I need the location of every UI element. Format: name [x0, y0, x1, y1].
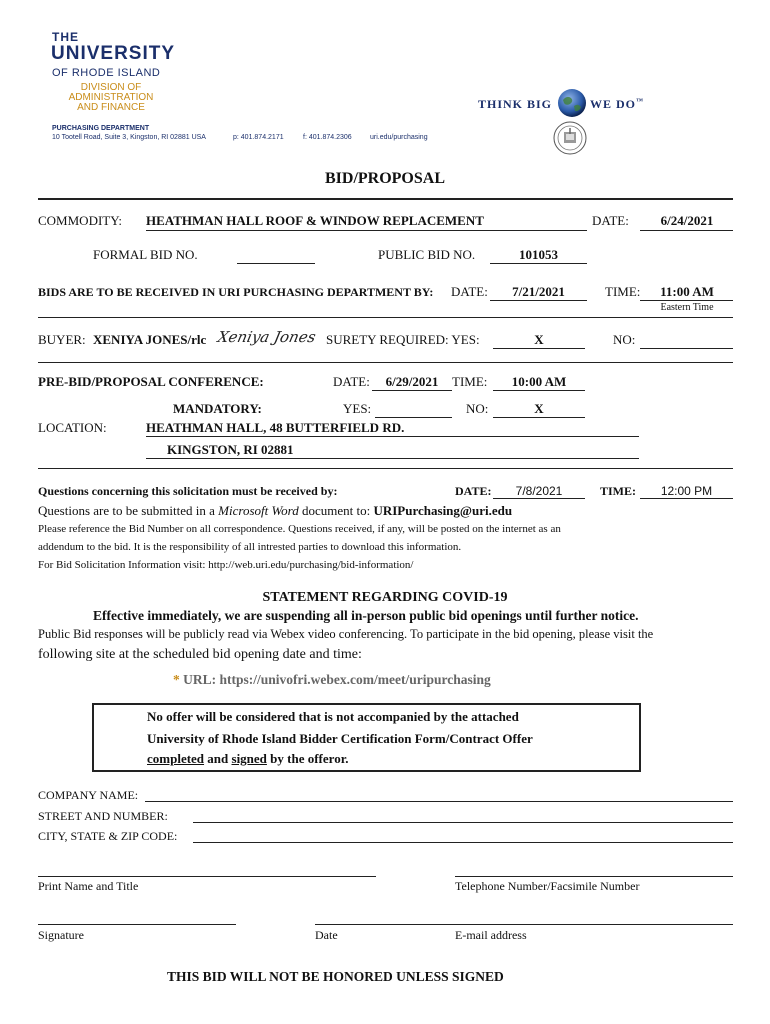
- city-label: CITY, STATE & ZIP CODE:: [38, 829, 178, 843]
- signature-field[interactable]: [38, 924, 236, 925]
- conference-time-label: TIME:: [452, 374, 488, 389]
- we-do-slogan: WE DO™: [590, 97, 645, 111]
- questions-submit-line: Questions are to be submitted in a Microsoft Word document to: URIPurchasing@uri.edu: [38, 503, 513, 518]
- street-label: STREET AND NUMBER:: [38, 809, 168, 823]
- conference-date-value[interactable]: 6/29/2021: [385, 374, 439, 389]
- receipt-date-underline: [490, 300, 587, 301]
- questions-date-label: DATE:: [455, 484, 492, 498]
- surety-yes-underline: [493, 348, 585, 349]
- location-underline: [146, 458, 639, 459]
- conference-date-label: DATE:: [333, 374, 370, 389]
- date-underline: [640, 230, 733, 231]
- conference-label: PRE-BID/PROPOSAL CONFERENCE:: [38, 374, 264, 389]
- page-title: BID/PROPOSAL: [324, 170, 445, 187]
- divider: [38, 198, 733, 200]
- buyer-label: BUYER:: [38, 332, 86, 347]
- receipt-time-value[interactable]: 11:00 AM: [660, 284, 714, 299]
- city-field[interactable]: [193, 842, 733, 843]
- questions-note-2: addendum to the bid. It is the responsibility of all intrested parties to download this information.: [38, 541, 462, 553]
- formal-bid-label: FORMAL BID NO.: [93, 247, 198, 262]
- company-name-label: COMPANY NAME:: [38, 788, 139, 802]
- print-name-field[interactable]: [38, 876, 376, 877]
- date-value[interactable]: 6/24/2021: [660, 213, 714, 228]
- buyer-value: XENIYA JONES/rlc: [93, 332, 207, 347]
- notice-line-1: No offer will be considered that is not accompanied by the attached: [147, 709, 519, 724]
- receipt-date-label: DATE:: [451, 284, 488, 299]
- date-email-field[interactable]: [315, 924, 733, 925]
- questions-time-underline: [640, 498, 733, 499]
- surety-yes-value[interactable]: X: [534, 332, 544, 347]
- covid-heading: STATEMENT REGARDING COVID-19: [262, 590, 508, 605]
- location-underline: [146, 436, 639, 437]
- commodity-underline: [146, 230, 587, 231]
- department-phone: p: 401.874.2171: [233, 134, 284, 141]
- notice-line-2: University of Rhode Island Bidder Certification Form/Contract Offer: [147, 731, 533, 746]
- public-bid-label: PUBLIC BID NO.: [378, 247, 476, 262]
- buyer-signature: Xeniya Jones: [216, 328, 318, 346]
- surety-no-underline: [640, 348, 733, 349]
- mandatory-yes-underline: [375, 417, 452, 418]
- receipt-label: BIDS ARE TO BE RECEIVED IN URI PURCHASING DEPARTMENT BY:: [38, 285, 434, 299]
- conference-time-underline: [493, 390, 585, 391]
- covid-url[interactable]: * URL: https://univofri.webex.com/meet/uripurchasing: [173, 672, 491, 687]
- company-name-field[interactable]: [145, 801, 733, 802]
- signature-label: Signature: [38, 928, 84, 942]
- divider: [38, 468, 733, 469]
- mandatory-no-underline: [493, 417, 585, 418]
- email-label: E-mail address: [455, 928, 527, 942]
- logo-of-rhode-island: OF RHODE ISLAND: [52, 67, 161, 79]
- timezone-note: Eastern Time: [660, 302, 714, 313]
- print-name-label: Print Name and Title: [38, 879, 139, 893]
- logo-the: THE: [52, 30, 79, 44]
- globe-icon: [557, 88, 587, 118]
- mandatory-label: MANDATORY:: [173, 401, 262, 416]
- surety-label: SURETY REQUIRED: YES:: [326, 332, 480, 347]
- logo-division: DIVISION OF ADMINISTRATION AND FINANCE: [68, 82, 154, 113]
- conference-time-value[interactable]: 10:00 AM: [511, 374, 567, 389]
- location-label: LOCATION:: [38, 420, 107, 435]
- receipt-time-underline: [640, 300, 733, 301]
- footer-warning: THIS BID WILL NOT BE HONORED UNLESS SIGNED: [167, 969, 504, 984]
- mandatory-yes-label: YES:: [343, 401, 372, 416]
- divider: [38, 362, 733, 363]
- covid-line-1: Public Bid responses will be publicly read via Webex video conferencing. To participate in the bid opening, please visit the: [38, 627, 654, 641]
- receipt-date-value[interactable]: 7/21/2021: [512, 284, 565, 299]
- questions-date-value[interactable]: 7/8/2021: [515, 484, 563, 498]
- department-website: uri.edu/purchasing: [370, 134, 428, 141]
- conference-date-underline: [372, 390, 452, 391]
- department-fax: f: 401.874.2306: [303, 134, 352, 141]
- location-line2: KINGSTON, RI 02881: [167, 442, 294, 457]
- logo-university: UNIVERSITY: [51, 43, 176, 64]
- department-address: 10 Tootell Road, Suite 3, Kingston, RI 02881 USA: [52, 134, 206, 141]
- location-line1: HEATHMAN HALL, 48 BUTTERFIELD RD.: [146, 420, 405, 435]
- telephone-label: Telephone Number/Facsimile Number: [455, 879, 640, 893]
- covid-effective: Effective immediately, we are suspending all in-person public bid openings until further notice.: [93, 608, 639, 623]
- questions-time-value[interactable]: 12:00 PM: [660, 484, 713, 498]
- mandatory-no-label: NO:: [466, 401, 489, 416]
- telephone-field[interactable]: [455, 876, 733, 877]
- public-bid-value[interactable]: 101053: [519, 247, 558, 262]
- purchasing-department: PURCHASING DEPARTMENT: [52, 125, 150, 132]
- mandatory-no-value[interactable]: X: [534, 401, 544, 416]
- surety-no-label: NO:: [613, 332, 636, 347]
- questions-note-3: For Bid Solicitation Information visit: http://web.uri.edu/purchasing/bid-information/: [38, 559, 414, 571]
- sign-date-label: Date: [315, 928, 338, 942]
- university-seal-icon: [553, 120, 587, 156]
- questions-label: Questions concerning this solicitation must be received by:: [38, 484, 338, 498]
- notice-line-3: completed and signed by the offeror.: [147, 751, 349, 766]
- public-bid-underline: [490, 263, 587, 264]
- receipt-time-label: TIME:: [605, 284, 641, 299]
- street-field[interactable]: [193, 822, 733, 823]
- questions-note-1: Please reference the Bid Number on all correspondence. Questions received, if any, will be posted on the internet as an: [38, 523, 561, 535]
- think-big-slogan: THINK BIG: [478, 97, 553, 111]
- questions-time-label: TIME:: [600, 484, 636, 498]
- divider: [38, 317, 733, 318]
- covid-line-2: following site at the scheduled bid opening date and time:: [38, 647, 362, 662]
- date-label: DATE:: [592, 213, 629, 228]
- commodity-value[interactable]: HEATHMAN HALL ROOF & WINDOW REPLACEMENT: [146, 213, 484, 228]
- commodity-label: COMMODITY:: [38, 213, 123, 228]
- formal-bid-underline: [237, 263, 315, 264]
- questions-date-underline: [493, 498, 585, 499]
